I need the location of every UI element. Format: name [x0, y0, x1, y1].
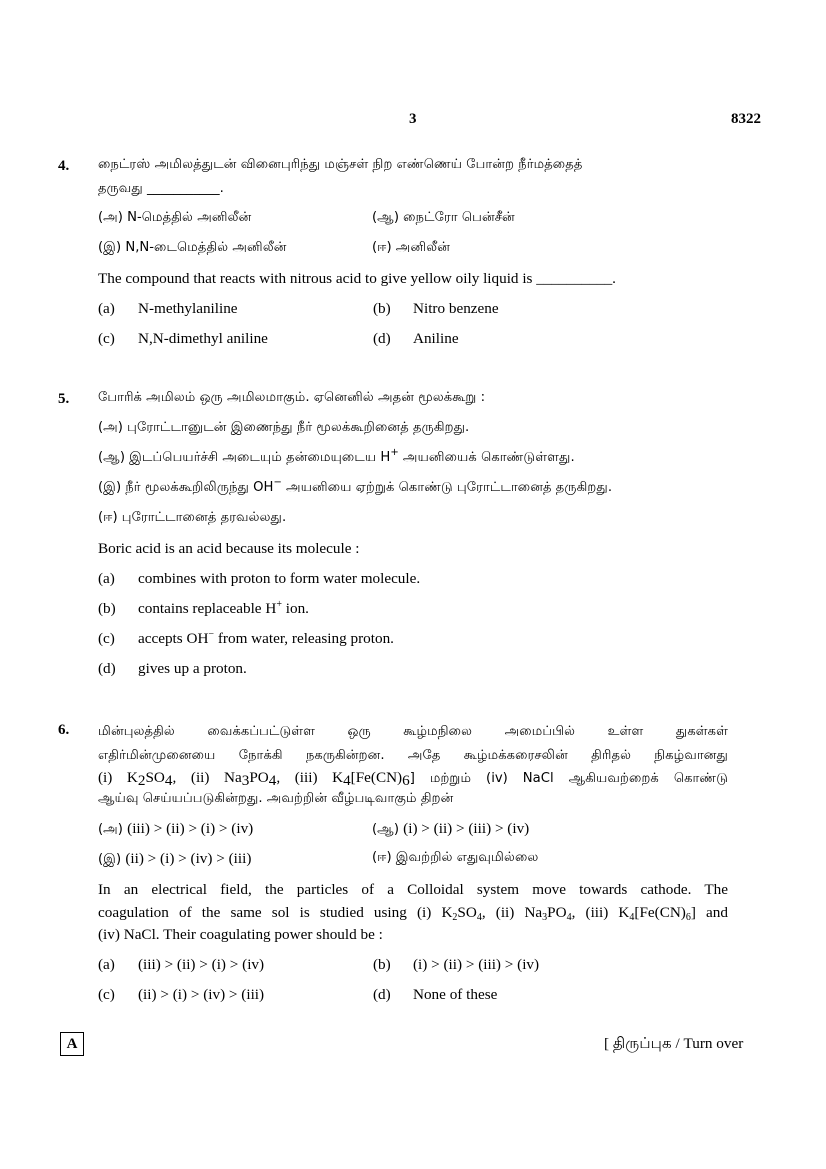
option-label: (d) [98, 660, 116, 677]
option-text: அனிலீன் [395, 240, 450, 255]
option-text-pre: contains replaceable H [138, 600, 277, 617]
option-text: நைட்ரோ பென்சீன் [403, 210, 515, 225]
text-run: PO [547, 904, 567, 921]
subscript: 3 [542, 912, 548, 923]
option-label: (a) [98, 570, 115, 587]
option-text-pre: நீர் மூலக்கூறிலிருந்து OH [125, 480, 274, 495]
text-run: ] and [690, 904, 728, 921]
q6-tamil-stem-line3 [98, 766, 728, 790]
option-text-pre: இடப்பெயர்ச்சி அடையும் தன்மையுடைய H [129, 450, 391, 465]
text-run: PO [249, 769, 269, 786]
text-run: coagulation of the same sol is studied using (i) K [98, 904, 453, 921]
question-number-4: 4. [58, 158, 70, 174]
superscript: − [273, 477, 282, 488]
subscript: 4 [268, 772, 277, 789]
option-label: (ஈ) [372, 850, 392, 865]
option-text: (iii) > (ii) > (i) > (iv) [127, 820, 254, 837]
q4-tamil-option-a [98, 210, 251, 226]
subscript: 4 [476, 912, 482, 923]
q6-english-option-d [373, 986, 497, 1004]
paper-code: 8322 [731, 111, 761, 127]
text-run: SO [145, 769, 165, 786]
option-label: (அ) [98, 420, 123, 435]
option-text-pre: accepts OH [138, 630, 209, 647]
q6-tamil-option-c [98, 850, 251, 868]
option-label: (c) [98, 986, 115, 1003]
q6-tamil-option-d [372, 850, 538, 866]
q4-tamil-option-d [372, 240, 450, 256]
option-text: N,N-டைமெத்தில் அனிலீன் [125, 240, 287, 255]
q6-tamil-option-b [372, 820, 529, 838]
text-run: (i) K [98, 769, 138, 786]
subscript: 6 [402, 772, 410, 789]
q4-tamil-option-b [372, 210, 515, 226]
option-text: புரோட்டானுடன் இணைந்து நீர் மூலக்கூறினைத் தருகிறது. [127, 420, 470, 435]
option-text: combines with proton to form water molecule. [138, 570, 421, 587]
option-text-post: from water, releasing proton. [214, 630, 394, 647]
text-run: , (iii) K [571, 904, 630, 921]
q5-english-option-c [98, 630, 394, 648]
q5-tamil-option-a [98, 420, 469, 436]
option-label: (c) [98, 330, 115, 347]
subscript: 3 [241, 772, 250, 789]
option-label: (ஈ) [98, 510, 118, 525]
subscript: 4 [566, 912, 572, 923]
q5-tamil-stem: போரிக் அமிலம் ஒரு அமிலமாகும். ஏனெனில் அதன் மூலக்கூறு : [98, 390, 486, 405]
q4-tamil-stem-line2: தருவது ___________. [98, 181, 224, 196]
option-label: (அ) [98, 210, 123, 225]
q6-tamil-option-a [98, 820, 253, 838]
text-run: SO [457, 904, 477, 921]
turn-over-label: [ திருப்புக / Turn over [604, 1035, 744, 1052]
option-text: N-மெத்தில் அனிலீன் [127, 210, 252, 225]
q5-tamil-option-b [98, 447, 575, 466]
q6-tamil-stem-line1: மின்புலத்தில் வைக்கப்பட்டுள்ள ஒரு கூழ்மநிலை அமைப்பில் உள்ள துகள்கள் [98, 724, 728, 739]
text-run: , (ii) Na [172, 769, 242, 786]
option-label: (d) [373, 986, 391, 1003]
option-text: gives up a proton. [138, 660, 247, 677]
option-label: (ஆ) [372, 210, 399, 225]
text-run: ] மற்றும் (iv) NaCl ஆகியவற்றைக் கொண்டு [409, 771, 728, 786]
option-text: Nitro benzene [413, 300, 499, 317]
q5-english-option-a [98, 570, 420, 588]
subscript: 4 [164, 772, 173, 789]
q4-tamil-option-c [98, 240, 287, 256]
option-label: (அ) [98, 822, 123, 837]
text-run: [Fe(CN) [634, 904, 686, 921]
superscript: − [208, 629, 215, 640]
option-text-post: அயனியைக் கொண்டுள்ளது. [398, 450, 575, 465]
q4-english-option-b [373, 300, 499, 318]
option-label: (ஆ) [98, 450, 125, 465]
option-label: (d) [373, 330, 391, 347]
q6-english-stem-line2 [98, 901, 728, 924]
option-text: (ii) > (i) > (iv) > (iii) [125, 850, 252, 867]
option-text: (i) > (ii) > (iii) > (iv) [413, 956, 540, 973]
text-run: , (iii) K [276, 769, 344, 786]
q4-english-stem: The compound that reacts with nitrous acid to give yellow oily liquid is __________. [98, 270, 616, 287]
option-label: (இ) [98, 852, 122, 867]
q6-english-stem-line3: (iv) NaCl. Their coagulating power should be : [98, 926, 383, 943]
text-run: , (ii) Na [481, 904, 543, 921]
subscript: 2 [452, 912, 458, 923]
question-number-6: 6. [58, 722, 70, 738]
option-text: (iii) > (ii) > (i) > (iv) [138, 956, 265, 973]
subscript: 2 [137, 772, 146, 789]
q5-english-option-d [98, 660, 247, 678]
option-text: இவற்றில் எதுவுமில்லை [395, 850, 539, 865]
q5-english-stem: Boric acid is an acid because its molecule : [98, 540, 360, 557]
question-number-5: 5. [58, 391, 70, 407]
option-label: (b) [98, 600, 116, 617]
option-text: (i) > (ii) > (iii) > (iv) [403, 820, 530, 837]
page-number: 3 [409, 111, 417, 127]
option-text-post: அயனியை ஏற்றுக் கொண்டு புரோட்டானைத் தருகிறது. [281, 480, 613, 495]
q6-english-stem-line1: In an electrical field, the particles of a Colloidal system move towards cathode. The [98, 881, 728, 898]
q6-english-option-a [98, 956, 264, 974]
option-label: (b) [373, 956, 391, 973]
option-label: (ஆ) [372, 822, 399, 837]
option-label: (c) [98, 630, 115, 647]
q5-tamil-option-d [98, 510, 286, 526]
option-label: (a) [98, 300, 115, 317]
q4-tamil-stem-line1: நைட்ரஸ் அமிலத்துடன் வினைபுரிந்து மஞ்சள் நிற எண்ணெய் போன்ற நீர்மத்தைத் [98, 157, 583, 172]
option-text: புரோட்டானைத் தரவல்லது. [121, 510, 287, 525]
option-label: (a) [98, 956, 115, 973]
q6-english-option-b [373, 956, 539, 974]
q4-english-option-d [373, 330, 459, 348]
text-run: [Fe(CN) [350, 769, 403, 786]
option-text: N,N-dimethyl aniline [138, 330, 268, 347]
option-text-post: ion. [281, 600, 309, 617]
option-text: None of these [413, 986, 498, 1003]
option-text: N-methylaniline [138, 300, 238, 317]
option-text: (ii) > (i) > (iv) > (iii) [138, 986, 265, 1003]
q6-english-option-c [98, 986, 264, 1004]
q4-english-option-c [98, 330, 268, 348]
option-label: (ஈ) [372, 240, 392, 255]
q5-tamil-option-c [98, 477, 613, 496]
q4-english-option-a [98, 300, 238, 318]
superscript: + [390, 447, 399, 458]
subscript: 4 [343, 772, 351, 789]
option-label: (இ) [98, 480, 122, 495]
option-label: (b) [373, 300, 391, 317]
q5-english-option-b [98, 600, 309, 618]
option-text: Aniline [413, 330, 459, 347]
subscript: 6 [685, 912, 691, 923]
superscript: + [276, 599, 282, 610]
option-label: (இ) [98, 240, 122, 255]
version-box: A [60, 1032, 84, 1056]
q6-tamil-stem-line2: எதிர்மின்முனையை நோக்கி நகருகின்றன. அதே கூழ்மக்கரைசலின் திரிதல் நிகழ்வானது [98, 748, 728, 763]
subscript: 4 [629, 912, 635, 923]
q6-tamil-stem-line4: ஆய்வு செய்யப்படுகின்றது. அவற்றின் வீழ்படிவாகும் திறன் [98, 791, 454, 806]
